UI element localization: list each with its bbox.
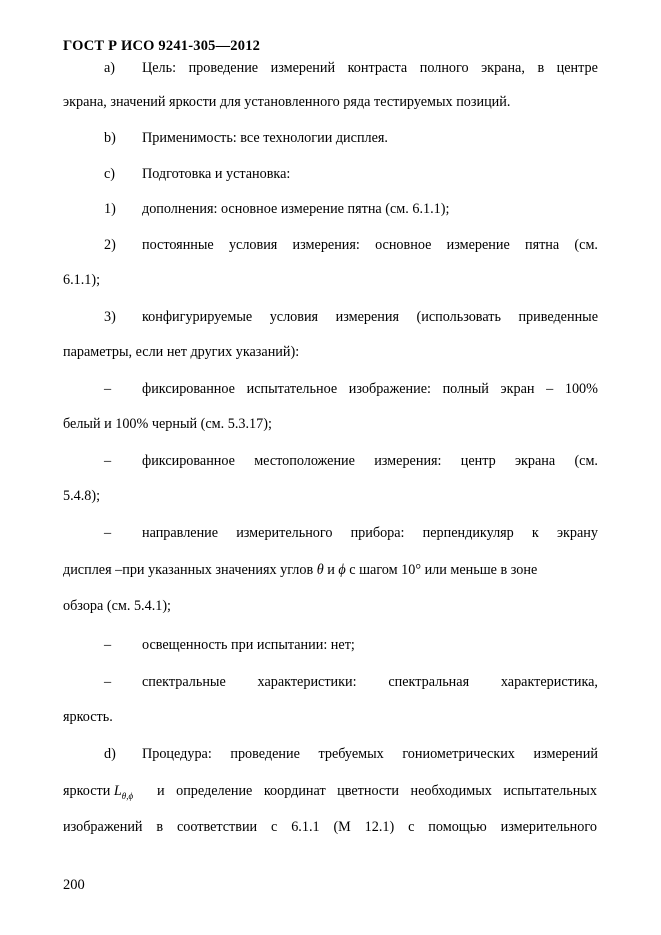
word: 12.1): [364, 819, 395, 835]
word: пятна: [524, 237, 560, 253]
word: направление: [142, 525, 219, 541]
word: (см.: [574, 237, 598, 253]
word: измерительного: [236, 525, 333, 541]
item-3-line2: параметры, если нет других указаний):: [63, 344, 300, 360]
word: полный: [442, 381, 489, 397]
word: изображение:: [348, 381, 431, 397]
word-brightness: яркости: [63, 783, 111, 799]
dash-1-line2: белый и 100% черный (см. 5.3.17);: [63, 416, 272, 432]
word: центр: [460, 453, 496, 469]
item-b-marker: b): [104, 130, 116, 146]
word: требуемых: [318, 746, 384, 762]
dash-4-marker: –: [104, 637, 112, 653]
item-b-text: Применимость: все технологии дисплея.: [142, 130, 388, 146]
item-a-line1: [142, 60, 598, 77]
word: (использовать: [416, 309, 501, 325]
word: –: [546, 381, 554, 397]
word: контраста: [347, 60, 408, 76]
word: в: [156, 819, 164, 835]
word: основное: [375, 237, 432, 253]
word: определение: [176, 783, 253, 799]
item-d-line1: [142, 746, 598, 763]
page-number: 200: [63, 877, 85, 893]
item-d-marker: d): [104, 746, 116, 762]
word: фиксированное: [142, 453, 235, 469]
word: прибора:: [350, 525, 405, 541]
word: помощью: [428, 819, 487, 835]
word: перпендикуляр: [422, 525, 514, 541]
dash-2-marker: –: [104, 453, 112, 469]
word: соответствии: [176, 819, 258, 835]
word: условия: [269, 309, 319, 325]
word: (см.: [574, 453, 598, 469]
dash-4-text: освещенность при испытании: нет;: [142, 637, 355, 653]
item-a-line2: экрана, значений яркости для установленного ряда тестируемых позиций.: [63, 94, 511, 110]
item-1-text: дополнения: основное измерение пятна (см. 6.1.1);: [142, 201, 450, 217]
word: с: [271, 819, 278, 835]
dash-1-marker: –: [104, 381, 112, 397]
item-d-line2: [63, 783, 597, 801]
item-c-marker: c): [104, 166, 116, 182]
word: необходимых: [410, 783, 492, 799]
word: измерений: [533, 746, 598, 762]
item-3-marker: 3): [104, 309, 116, 325]
word: измерение: [446, 237, 510, 253]
word: 6.1.1: [291, 819, 320, 835]
word: фиксированное: [142, 381, 235, 397]
word: цветности: [337, 783, 400, 799]
word: Процедура:: [142, 746, 212, 762]
word: спектральные: [142, 674, 226, 690]
word: Цель:: [142, 60, 177, 76]
item-2-line1: [142, 237, 598, 254]
word: проведение: [188, 60, 259, 76]
dash-3-line2-a: дисплея –при указанных значениях углов: [63, 562, 314, 578]
word: измерения:: [374, 453, 442, 469]
dash-2-line1: [142, 453, 598, 470]
item-c-text: Подготовка и установка:: [142, 166, 291, 182]
word: условия: [228, 237, 278, 253]
dash-5-line2: яркость.: [63, 709, 113, 725]
word: измерения:: [292, 237, 360, 253]
word: 100%: [564, 381, 598, 397]
document-header: ГОСТ Р ИСО 9241-305—2012: [63, 38, 261, 54]
dash-2-line2: 5.4.8);: [63, 488, 101, 504]
luminance-L: L: [113, 783, 122, 799]
dash-5-marker: –: [104, 674, 112, 690]
word: экрана: [514, 453, 556, 469]
word: экрана,: [481, 60, 525, 76]
dash-3-line2-b: с шагом 10° или меньше в зоне: [349, 562, 538, 578]
word: характеристика,: [500, 674, 598, 690]
item-2-marker: 2): [104, 237, 116, 253]
word: в: [537, 60, 545, 76]
word: испытательных: [503, 783, 597, 799]
phi-symbol: ϕ: [338, 562, 346, 578]
word: приведенные: [518, 309, 598, 325]
word: измерений: [270, 60, 336, 76]
word: конфигурируемые: [142, 309, 253, 325]
word: измерительного: [500, 819, 597, 835]
word: испытательное: [246, 381, 338, 397]
word: постоянные: [142, 237, 214, 253]
word: (М: [333, 819, 351, 835]
word: и: [157, 783, 165, 799]
dash-3-line3: обзора (см. 5.4.1);: [63, 598, 171, 614]
theta-symbol: θ: [316, 562, 324, 578]
word: местоположение: [254, 453, 355, 469]
luminance-symbol: [114, 783, 133, 799]
dash-1-line1: [142, 381, 598, 398]
word: измерения: [335, 309, 399, 325]
word: проведение: [230, 746, 300, 762]
luminance-subscript: θ,ϕ: [121, 790, 134, 801]
word: экран: [500, 381, 535, 397]
word: полного: [419, 60, 469, 76]
dash-3-line1: [142, 525, 598, 542]
item-2-line2: 6.1.1);: [63, 272, 101, 288]
item-1-marker: 1): [104, 201, 116, 217]
dash-3-line2: [63, 562, 597, 579]
item-d-line2-rest: [157, 783, 597, 801]
dash-3-and: и: [327, 562, 335, 578]
word: центре: [556, 60, 598, 76]
word: с: [408, 819, 415, 835]
word: к: [531, 525, 539, 541]
dash-5-line1: [142, 674, 598, 691]
word: гониометрических: [402, 746, 515, 762]
item-d-line3: [63, 819, 597, 836]
dash-3-marker: –: [104, 525, 112, 541]
item-d-line2-start: [63, 783, 133, 801]
word: экрану: [556, 525, 598, 541]
word: изображений: [63, 819, 143, 835]
item-a-marker: a): [104, 60, 116, 76]
word: спектральная: [388, 674, 470, 690]
word: характеристики:: [257, 674, 357, 690]
item-3-line1: [142, 309, 598, 326]
word: координат: [263, 783, 326, 799]
